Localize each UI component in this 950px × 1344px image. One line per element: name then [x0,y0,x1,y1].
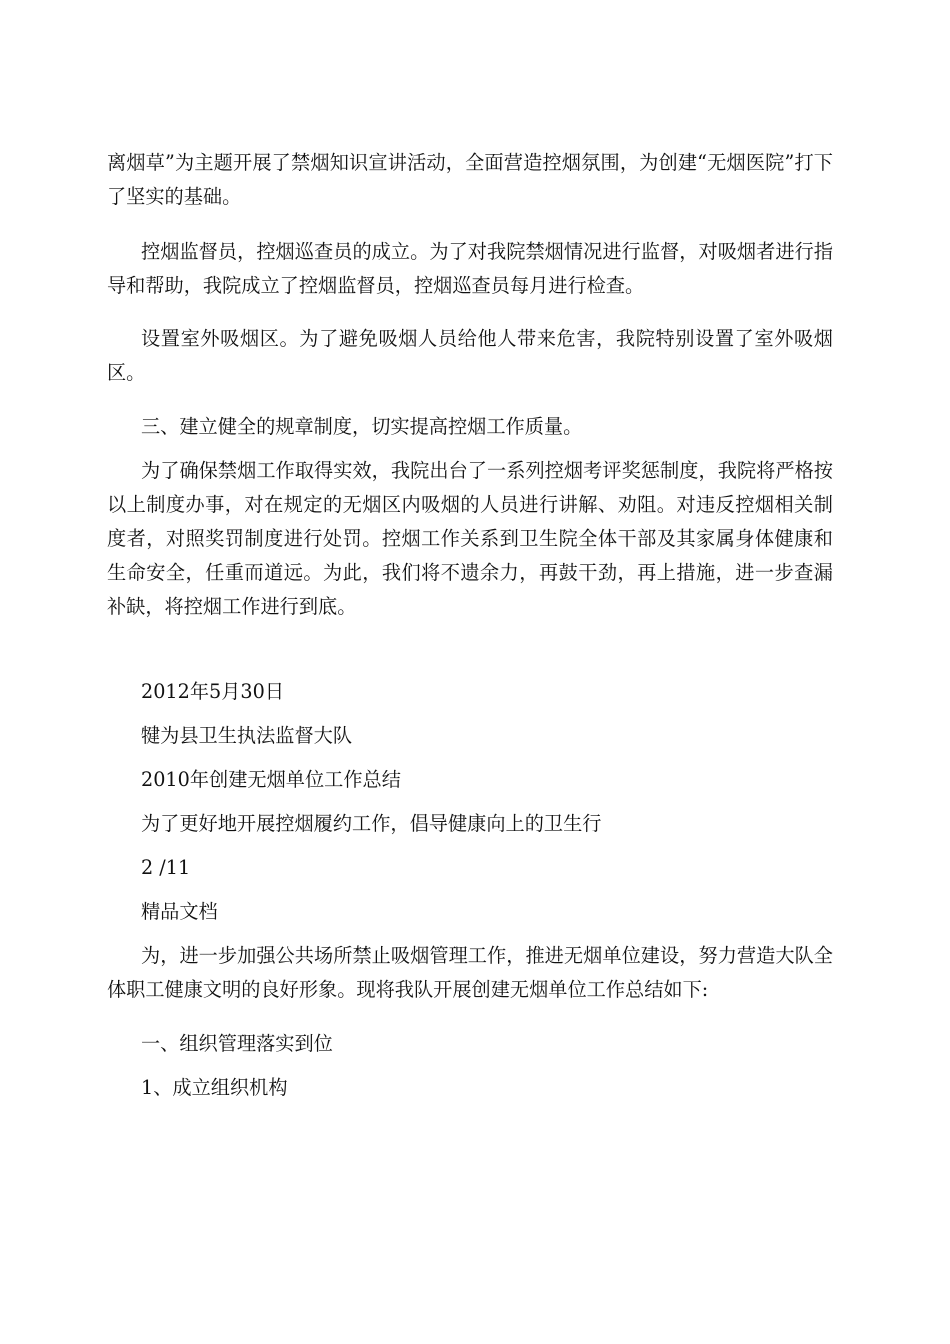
paragraph: 为了更好地开展控烟履约工作，倡导健康向上的卫生行 [141,812,602,835]
paragraph: 控烟监督员，控烟巡查员的成立。为了对我院禁烟情况进行监督，对吸烟者进行指导和帮助，我院成立了控烟监督员，控烟巡查员每月进行检查。 [107,240,833,297]
date-line [107,675,833,709]
organization-line [107,719,833,753]
organization-name: 犍为县卫生执法监督大队 [141,724,353,747]
section-heading: 三、建立健全的规章制度，切实提高控烟工作质量。 [141,415,583,438]
paragraph: 离烟草”为主题开展了禁烟知识宣讲活动，全面营造控烟氛围，为创建“无烟医院”打下了坚实的基础。 [107,151,833,208]
paragraph: 为了确保禁烟工作取得实效，我院出台了一系列控烟考评奖惩制度，我院将严格按以上制度办事，对在规定的无烟区内吸烟的人员进行讲解、劝阻。对违反控烟相关制度者，对照奖罚制度进行处罚。控烟工作关系到卫生院全体干部及其家属身体健康和生命安全，任重而道远。为此，我们将不遗余力，再鼓干劲，再上措施，进一步查漏补缺，将控烟工作进行到底。 [107,459,833,618]
page-number-line [107,851,833,885]
subsection-heading: 1、成立组织机构 [141,1076,288,1099]
paragraph: 设置室外吸烟区。为了避免吸烟人员给他人带来危害，我院特别设置了室外吸烟区。 [107,327,833,384]
paragraph: 为，进一步加强公共场所禁止吸烟管理工作，推进无烟单位建设，努力营造大队全体职工健康文明的良好形象。现将我队开展创建无烟单位工作总结如下: [107,944,833,1001]
watermark-line [107,895,833,929]
title-line [107,763,833,797]
date-text: 2012年5月30日 [141,680,285,703]
section-heading-3 [107,410,833,444]
subsection-heading-1 [107,1071,833,1105]
paragraph-continuation [107,146,833,214]
paragraph-summary [107,939,833,1007]
section-heading: 一、组织管理落实到位 [141,1032,333,1055]
document-title: 2010年创建无烟单位工作总结 [141,768,401,791]
paragraph-regulations [107,454,833,624]
page-number: 2 /11 [141,856,191,879]
paragraph-monitors [107,235,833,303]
paragraph-smoking-area [107,322,833,390]
document-label: 精品文档 [141,900,218,923]
intro-line [107,807,833,841]
section-heading-1 [107,1027,833,1061]
